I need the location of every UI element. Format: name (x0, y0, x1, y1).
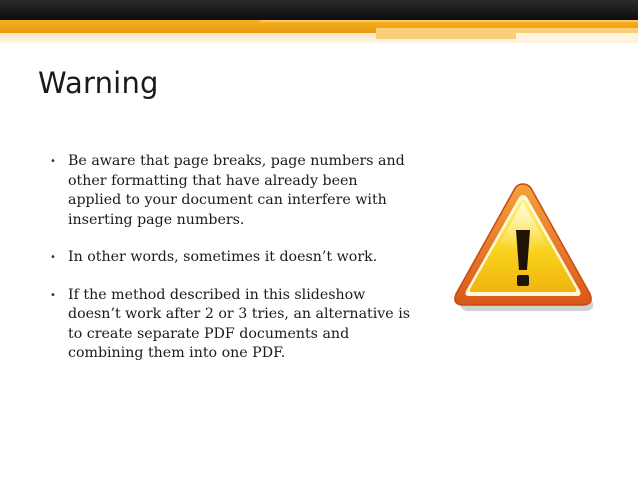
bullet-marker: • (50, 156, 56, 167)
bullet-item (50, 286, 410, 364)
bullet-text: If the method described in this slideshow doesn’t work after 2 or 3 tries, an alternative is to create separate PDF documents and combining them into one PDF. (68, 286, 411, 361)
header-band-dark (0, 0, 638, 20)
bullet-list (50, 152, 410, 382)
bullet-item (50, 152, 410, 230)
bullet-text: In other words, sometimes it doesn’t work. (68, 249, 378, 265)
bullet-text: Be aware that page breaks, page numbers and other formatting that have already been applied to your document can interfere with inserting page numbers. (68, 153, 405, 228)
warning-triangle-icon (452, 178, 594, 318)
slide-title: Warning (38, 66, 159, 100)
bullet-item (50, 248, 410, 268)
header-accent-bar-light (516, 33, 638, 43)
header-stripe (260, 20, 638, 22)
bullet-marker: • (50, 252, 56, 263)
bullet-marker: • (50, 289, 56, 301)
